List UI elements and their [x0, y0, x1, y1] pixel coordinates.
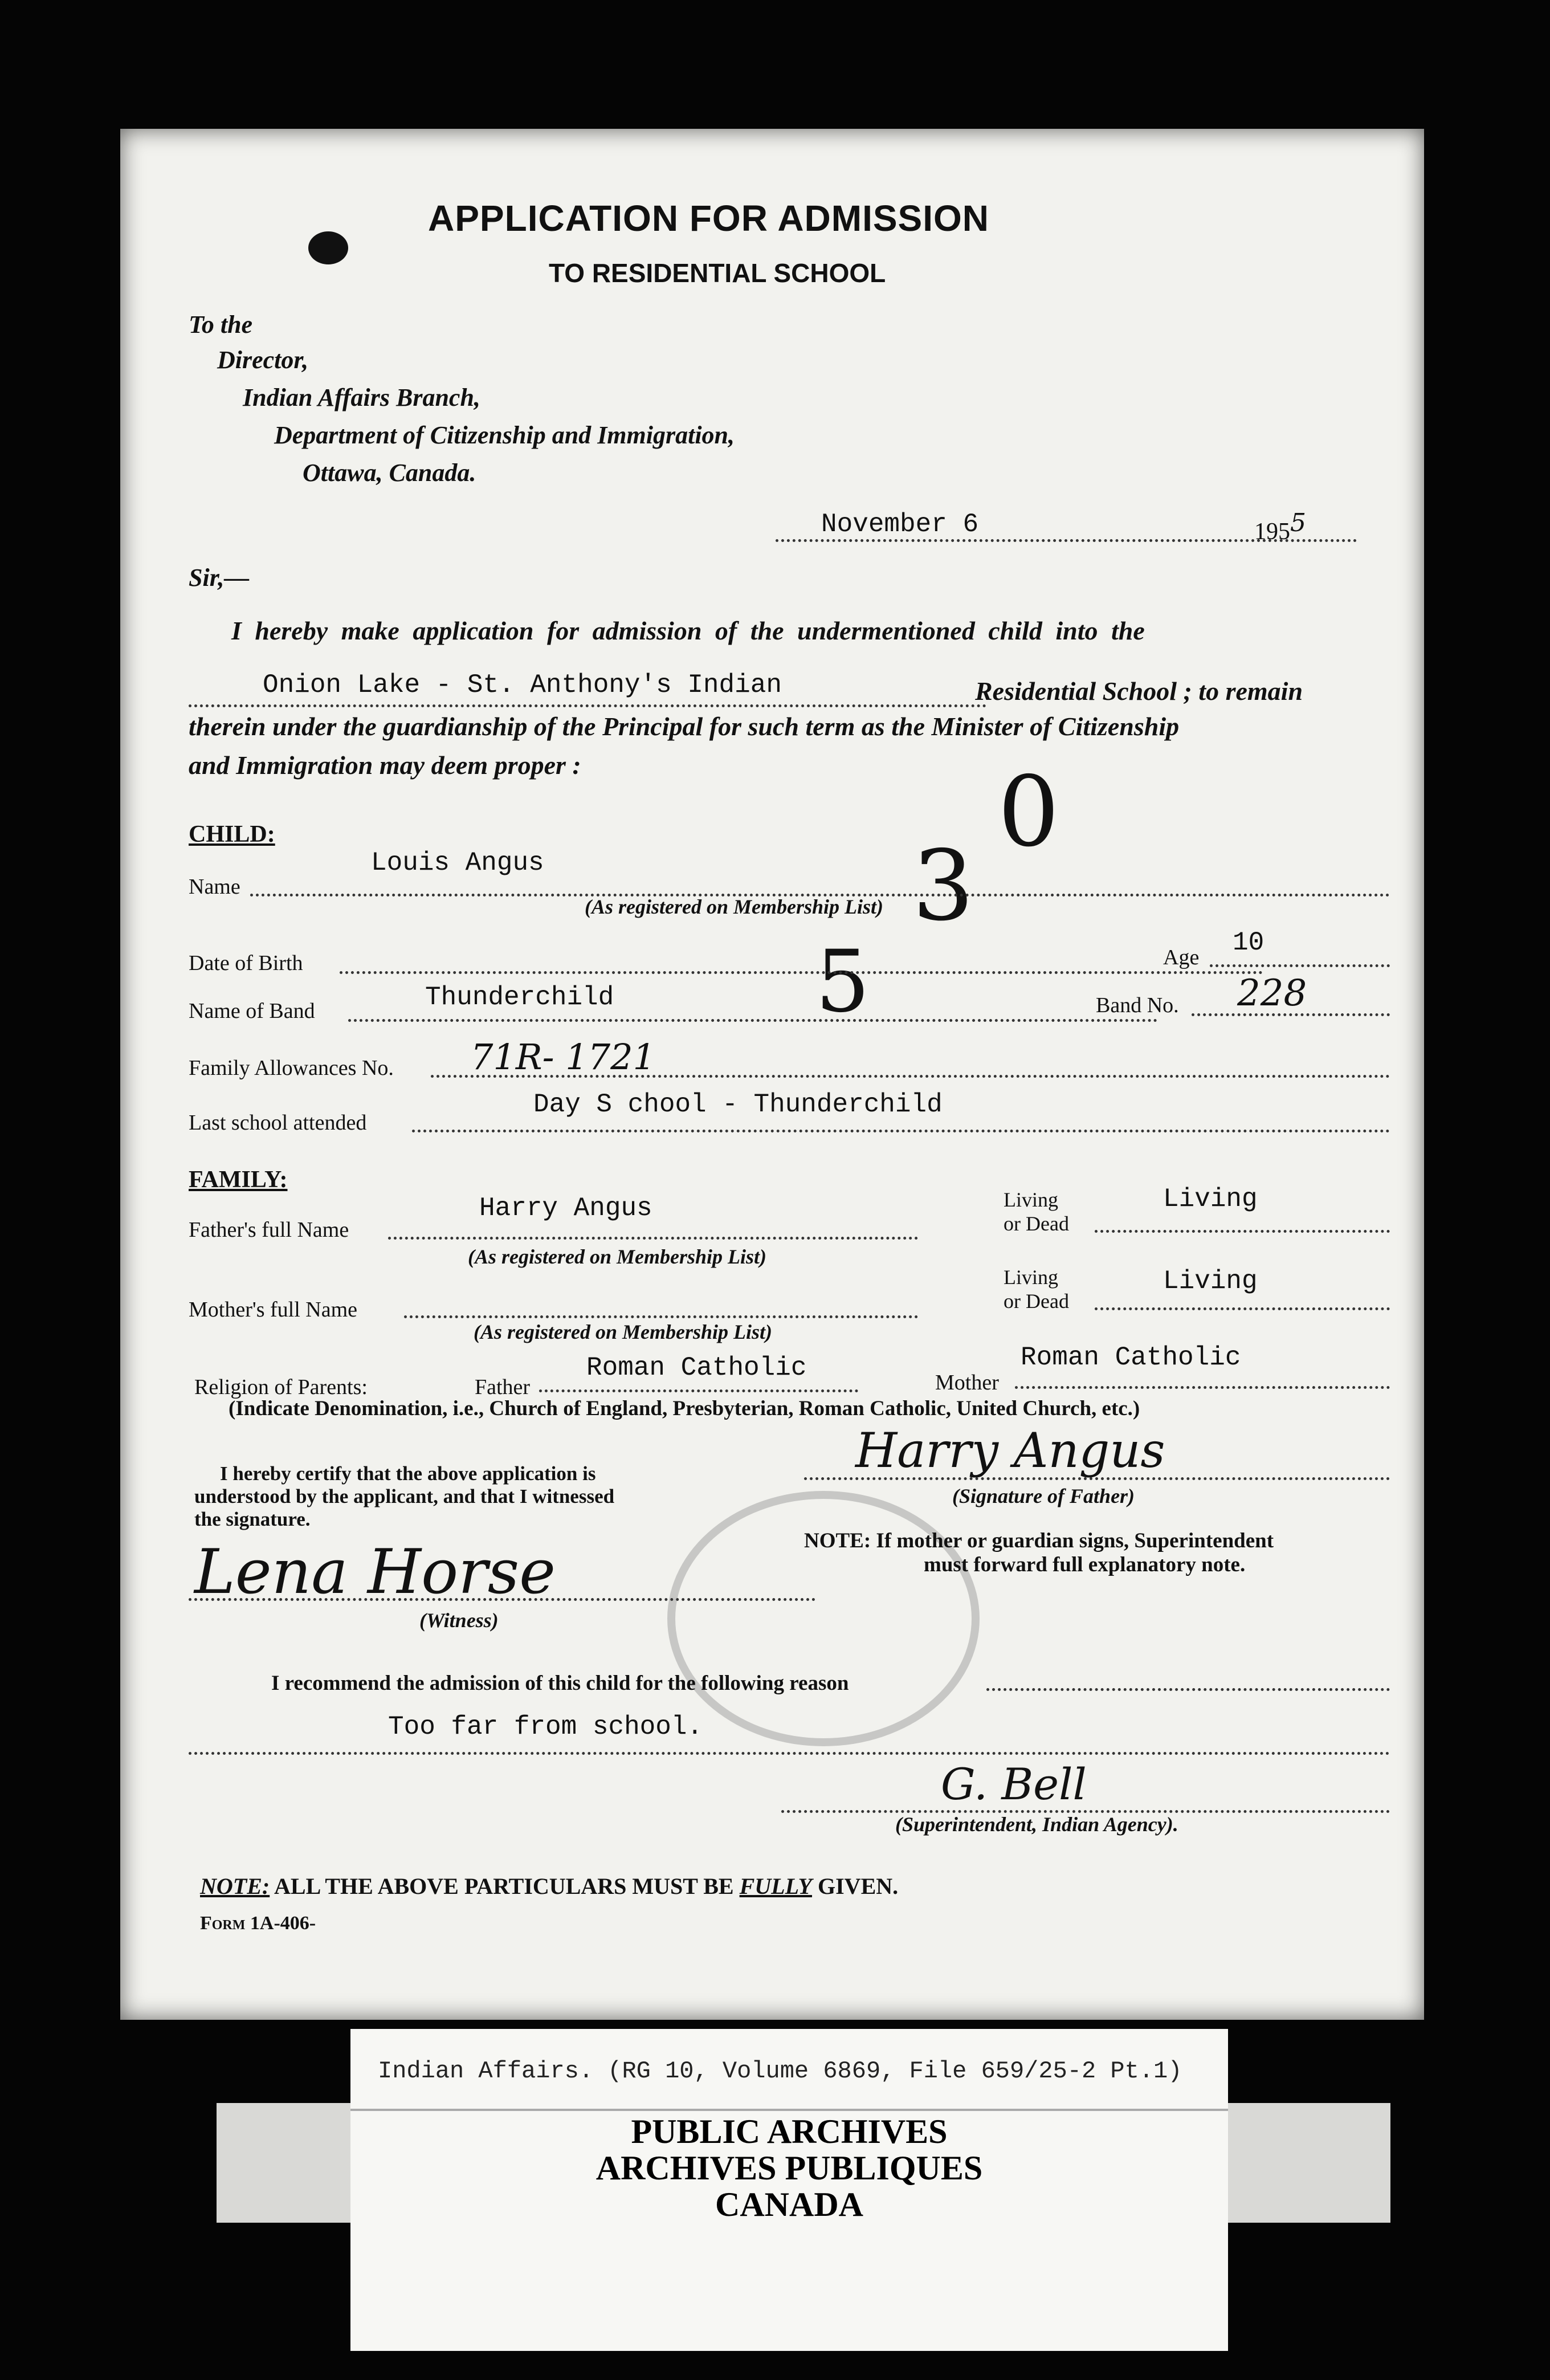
- age-value: 10: [1233, 928, 1265, 957]
- recommend-value: Too far from school.: [388, 1712, 703, 1742]
- certify-line-2: understood by the applicant, and that I witnessed: [194, 1485, 615, 1507]
- intro-line-3: therein under the guardianship of the Principal for such term as the Minister of Citizenship: [189, 712, 1180, 741]
- religion-mother-word: Mother: [935, 1371, 999, 1395]
- archive-line-3: CANADA: [715, 2186, 863, 2223]
- bottom-note: [200, 1873, 898, 1900]
- religion-label: Religion of Parents:: [194, 1375, 368, 1399]
- band-name-label: Name of Band: [189, 999, 315, 1023]
- year-prefix: 195: [1254, 519, 1290, 545]
- certify-line-1: I hereby certify that the above application is: [220, 1462, 596, 1485]
- note-line-2: must forward full explanatory note.: [924, 1553, 1246, 1576]
- father-name-label: Father's full Name: [189, 1218, 349, 1242]
- date-value: November 6: [821, 510, 979, 539]
- father-registered-note: (As registered on Membership List): [468, 1245, 767, 1268]
- father-signature: Harry Angus: [855, 1423, 1165, 1478]
- mother-religion-value: Roman Catholic: [1021, 1343, 1241, 1372]
- mother-status-value: Living: [1163, 1266, 1258, 1296]
- salutation: Sir,—: [189, 564, 250, 592]
- band-no-label: Band No.: [1096, 993, 1179, 1017]
- living-label-2: Living: [1004, 1266, 1058, 1289]
- addressee-line-4: Department of Citizenship and Immigration,: [274, 421, 735, 449]
- bottom-note-emph: FULLY: [739, 1873, 812, 1899]
- addressee-line-1: To the: [189, 311, 253, 339]
- mother-registered-note: (As registered on Membership List): [474, 1321, 773, 1343]
- age-label: Age: [1163, 946, 1200, 969]
- addressee-line-3: Indian Affairs Branch,: [243, 384, 480, 411]
- intro-line-4: and Immigration may deem proper :: [189, 751, 581, 780]
- certify-line-3: the signature.: [194, 1508, 311, 1530]
- archive-reference: Indian Affairs. (RG 10, Volume 6869, File 659/25-2 Pt.1): [378, 2057, 1182, 2085]
- application-form: [120, 129, 1424, 2020]
- archive-line-1: PUBLIC ARCHIVES: [631, 2113, 948, 2150]
- father-status-value: Living: [1163, 1184, 1258, 1214]
- school-value: Onion Lake - St. Anthony's Indian: [263, 670, 782, 700]
- father-name-value: Harry Angus: [479, 1193, 652, 1223]
- child-registered-note: (As registered on Membership List): [585, 895, 884, 918]
- superintendent-signature: G. Bell: [941, 1759, 1087, 1810]
- child-heading: CHILD:: [189, 821, 275, 847]
- archive-label: [350, 2029, 1228, 2351]
- ink-blot: [308, 231, 348, 264]
- form-number: Form 1A-406-: [200, 1913, 316, 1934]
- year-field: [1254, 508, 1306, 545]
- margin-mark-0: 0: [998, 756, 1060, 869]
- band-no-value: 228: [1237, 972, 1307, 1014]
- family-allowances-label: Family Allowances No.: [189, 1056, 394, 1080]
- dob-label: Date of Birth: [189, 951, 303, 975]
- last-school-label: Last school attended: [189, 1111, 367, 1135]
- last-school-value: Day S chool - Thunderchild: [533, 1090, 943, 1119]
- witness-signature: Lena Horse: [194, 1537, 556, 1608]
- form-subtitle: TO RESIDENTIAL SCHOOL: [549, 258, 886, 288]
- or-dead-label-2: or Dead: [1004, 1290, 1069, 1313]
- mother-name-label: Mother's full Name: [189, 1298, 358, 1322]
- name-label: Name: [189, 875, 240, 899]
- addressee-line-5: Ottawa, Canada.: [303, 459, 476, 487]
- margin-mark-3: 3: [912, 830, 974, 943]
- or-dead-label-1: or Dead: [1004, 1212, 1069, 1235]
- superintendent-label: (Superintendent, Indian Agency).: [895, 1813, 1178, 1836]
- margin-mark-5: 5: [815, 932, 870, 1032]
- archive-stamp-text: [350, 2113, 1228, 2223]
- note-line-1: NOTE: If mother or guardian signs, Superintendent: [804, 1529, 1274, 1552]
- archive-line-2: ARCHIVES PUBLIQUES: [595, 2149, 983, 2187]
- addressee-line-2: Director,: [217, 346, 309, 374]
- form-title: APPLICATION FOR ADMISSION: [428, 198, 989, 239]
- family-heading: FAMILY:: [189, 1167, 288, 1193]
- bottom-note-prefix: NOTE:: [200, 1873, 270, 1899]
- intro-line-1: I hereby make application for admission of the undermentioned child into the: [231, 616, 1145, 645]
- child-name-value: Louis Angus: [371, 848, 544, 878]
- signature-father-label: (Signature of Father): [952, 1485, 1135, 1507]
- archive-reference-underline: [350, 2109, 1228, 2111]
- witness-label: (Witness): [419, 1609, 499, 1632]
- bottom-note-end: GIVEN.: [818, 1873, 899, 1899]
- denomination-note: (Indicate Denomination, i.e., Church of England, Presbyterian, Roman Catholic, United Church, etc.): [229, 1397, 1140, 1420]
- bottom-note-mid: ALL THE ABOVE PARTICULARS MUST BE: [274, 1873, 734, 1899]
- religion-father-word: Father: [475, 1375, 531, 1399]
- band-name-value: Thunderchild: [425, 983, 614, 1012]
- family-allowances-value: 71R- 1721: [471, 1036, 656, 1078]
- recommend-label: I recommend the admission of this child for the following reason: [271, 1672, 849, 1695]
- intro-line-2-tail: Residential School ; to remain: [975, 676, 1303, 706]
- year-suffix: 5: [1290, 508, 1306, 537]
- father-religion-value: Roman Catholic: [586, 1353, 807, 1383]
- living-label-1: Living: [1004, 1188, 1058, 1211]
